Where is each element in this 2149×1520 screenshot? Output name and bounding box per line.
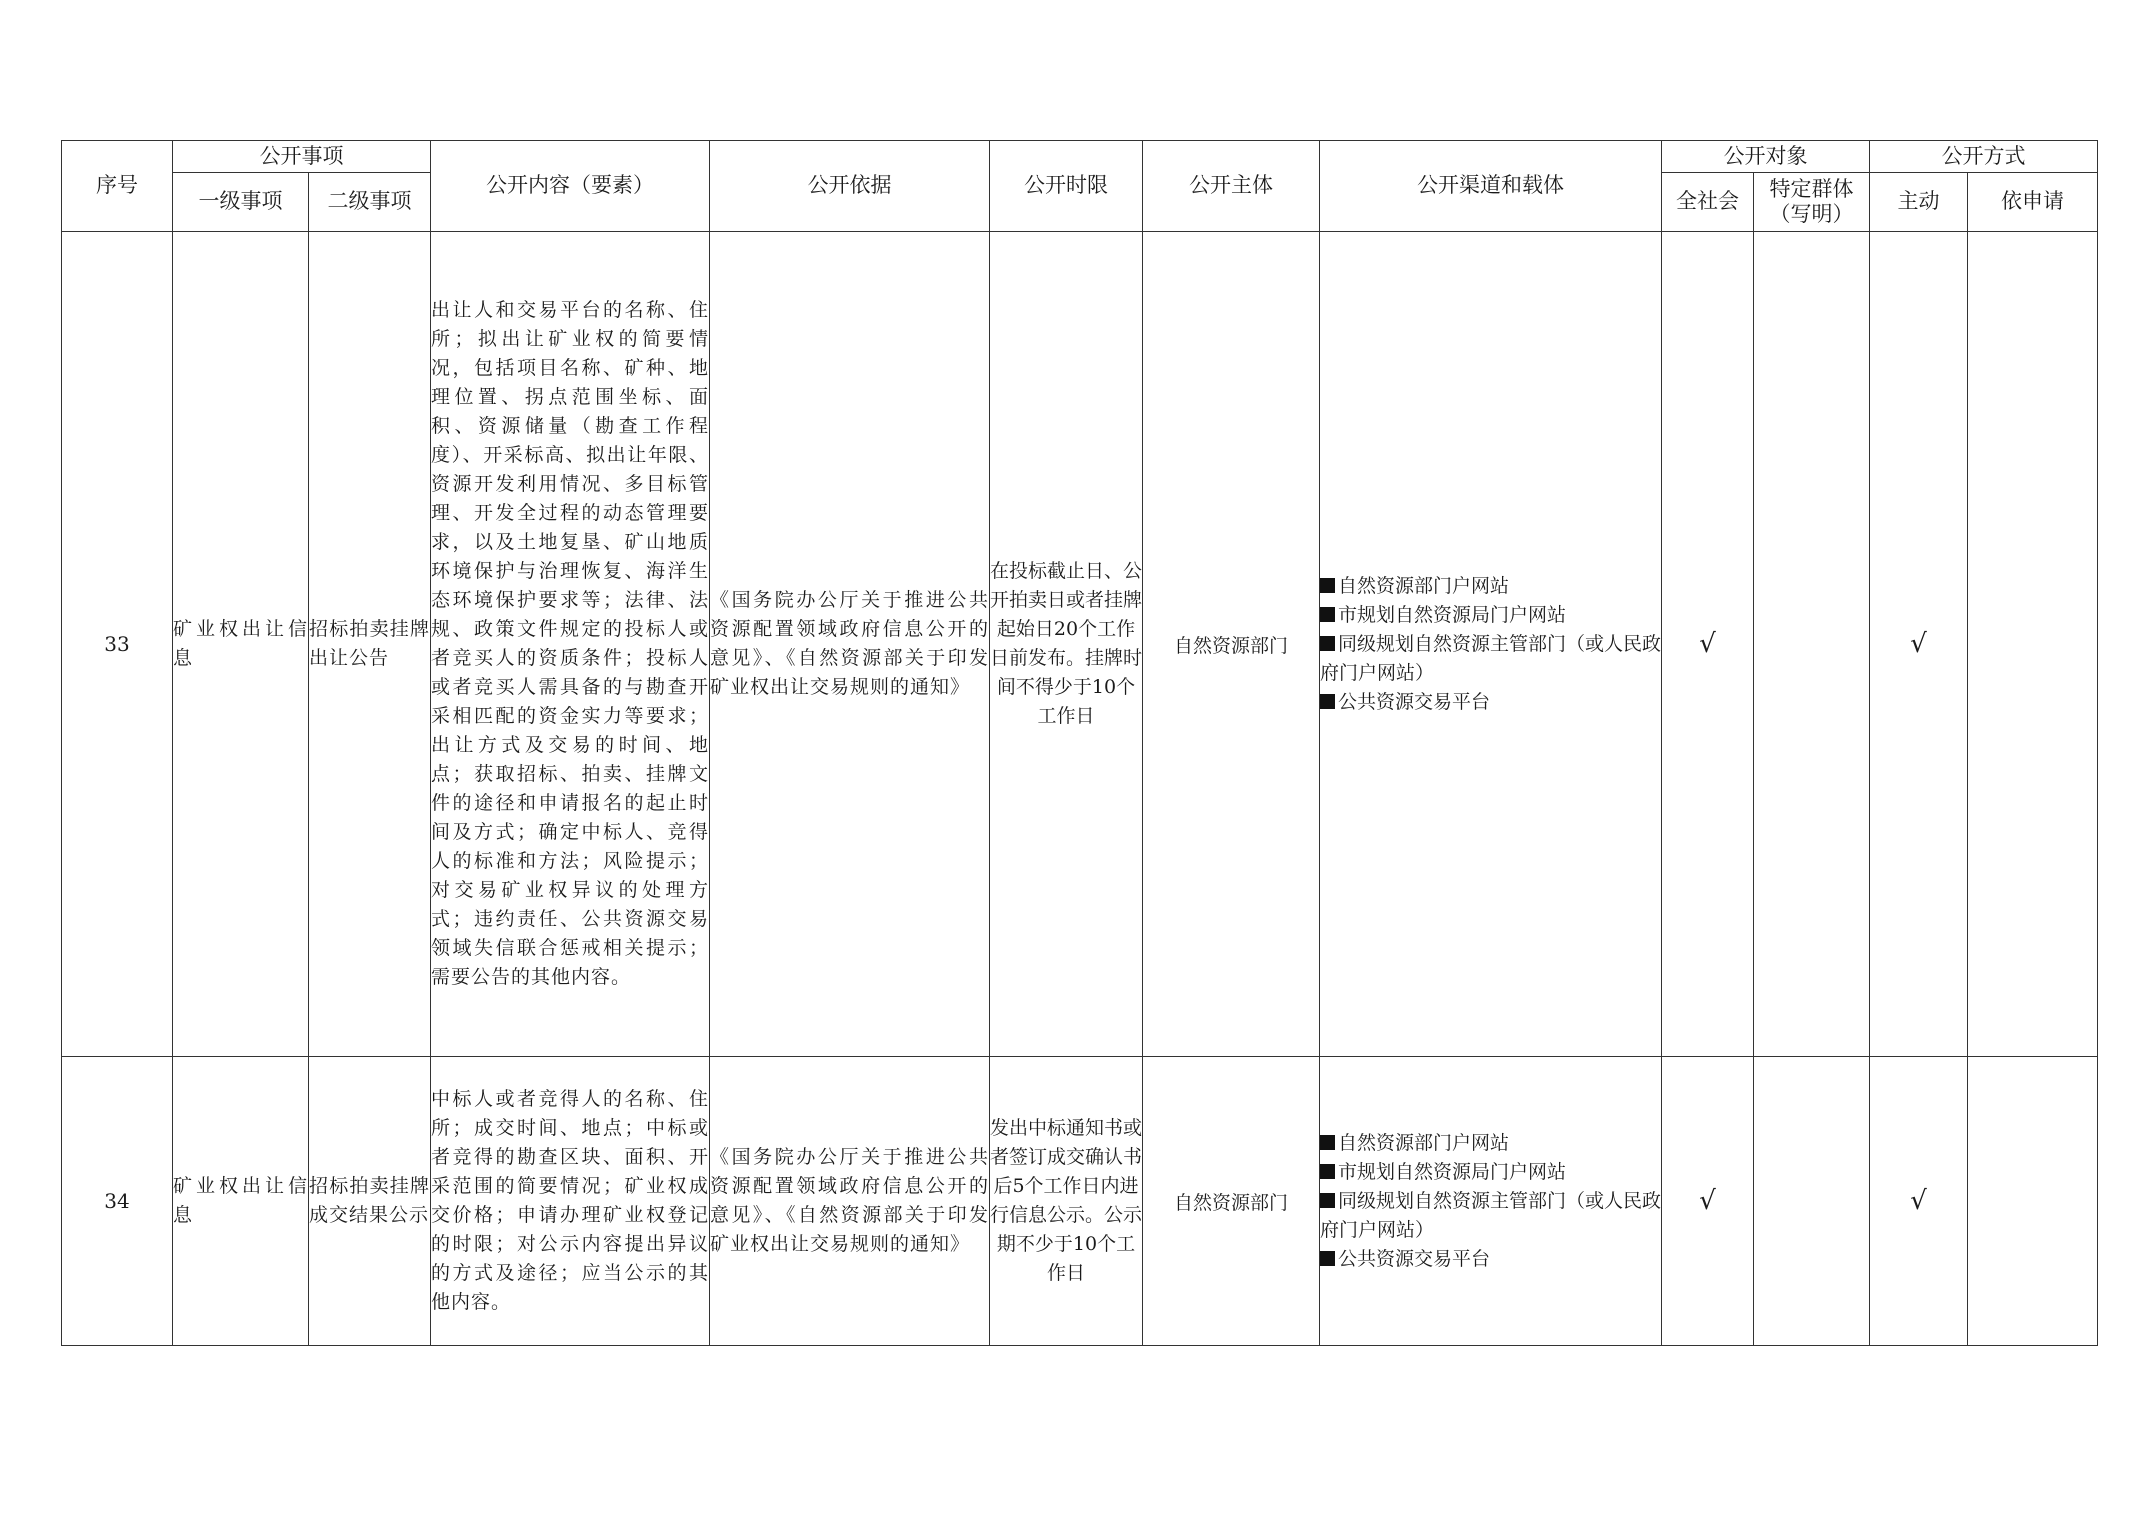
channel-label: 公共资源交易平台 [1338, 690, 1491, 713]
header-content: 公开内容（要素） [431, 141, 710, 232]
row-channels [1320, 232, 1662, 1057]
channel-item [1320, 1158, 1661, 1187]
header-target-all: 全社会 [1662, 173, 1754, 232]
header-method-group: 公开方式 [1870, 141, 2098, 173]
header-item-group: 公开事项 [173, 141, 431, 173]
square-bullet-icon [1320, 694, 1335, 709]
channel-label: 公共资源交易平台 [1338, 1247, 1491, 1270]
header-level1: 一级事项 [173, 173, 309, 232]
row-method-active: √ [1870, 1057, 1968, 1346]
row-target-specific [1754, 232, 1870, 1057]
square-bullet-icon [1320, 636, 1335, 651]
channel-label: 同级规划自然资源主管部门（或人民政府门户网站） [1320, 1189, 1662, 1241]
header-seq: 序号 [62, 141, 173, 232]
square-bullet-icon [1320, 607, 1335, 622]
square-bullet-icon [1320, 1193, 1335, 1208]
disclosure-table [61, 140, 2098, 1346]
header-basis: 公开依据 [710, 141, 990, 232]
square-bullet-icon [1320, 1164, 1335, 1179]
channel-item [1320, 688, 1661, 717]
channel-label: 同级规划自然资源主管部门（或人民政府门户网站） [1320, 632, 1662, 684]
header-target-specific-line2: （写明） [1769, 202, 1854, 226]
header-target-specific-line1: 特定群体 [1769, 176, 1854, 201]
row-target-all: √ [1662, 232, 1754, 1057]
header-method-apply: 依申请 [1968, 173, 2098, 232]
table-row [62, 232, 2098, 1057]
channel-item [1320, 601, 1661, 630]
square-bullet-icon [1320, 1251, 1335, 1266]
row-deadline: 在投标截止日、公开拍卖日或者挂牌起始日20个工作日前发布。挂牌时间不得少于10个工作日 [990, 232, 1143, 1057]
row-target-specific [1754, 1057, 1870, 1346]
row-level1: 矿业权出让信息 [173, 232, 309, 1057]
row-subject: 自然资源部门 [1143, 232, 1320, 1057]
header-row-1 [62, 141, 2098, 173]
channel-item [1320, 630, 1661, 688]
row-seq: 34 [62, 1057, 173, 1346]
header-method-active: 主动 [1870, 173, 1968, 232]
channel-label: 自然资源部门户网站 [1338, 1131, 1510, 1154]
header-level2: 二级事项 [309, 173, 431, 232]
row-basis: 《国务院办公厅关于推进公共资源配置领域政府信息公开的意见》、《自然资源部关于印发矿业权出让交易规则的通知》 [710, 1057, 990, 1346]
header-subject: 公开主体 [1143, 141, 1320, 232]
table-row [62, 1057, 2098, 1346]
row-method-active: √ [1870, 232, 1968, 1057]
channel-item [1320, 572, 1661, 601]
header-channel: 公开渠道和载体 [1320, 141, 1662, 232]
row-seq: 33 [62, 232, 173, 1057]
row-method-apply [1968, 232, 2098, 1057]
row-content: 出让人和交易平台的名称、住所；拟出让矿业权的简要情况，包括项目名称、矿种、地理位置、拐点范围坐标、面积、资源储量（勘查工作程度）、开采标高、拟出让年限、资源开发利用情况、多目标管理、开发全过程的动态管理要求，以及土地复垦、矿山地质环境保护与治理恢复、海洋生态环境保护要求等；法律、法规、政策文件规定的投标人或者竞买人的资质条件；投标人或者竞买人需具备的与勘查开采相匹配的资金实力等要求；出让方式及交易的时间、地点；获取招标、拍卖、挂牌文件的途径和申请报名的起止时间及方式；确定中标人、竞得人的标准和方法；风险提示；对交易矿业权异议的处理方式；违约责任、公共资源交易领域失信联合惩戒相关提示；需要公告的其他内容。 [431, 232, 710, 1057]
channel-label: 自然资源部门户网站 [1338, 574, 1510, 597]
header-target-specific [1754, 173, 1870, 232]
row-deadline: 发出中标通知书或者签订成交确认书后5个工作日内进行信息公示。公示期不少于10个工作日 [990, 1057, 1143, 1346]
channel-item [1320, 1187, 1661, 1245]
channel-label: 市规划自然资源局门户网站 [1338, 1160, 1567, 1183]
row-target-all: √ [1662, 1057, 1754, 1346]
row-content: 中标人或者竞得人的名称、住所；成交时间、地点；中标或者竞得的勘查区块、面积、开采范围的简要情况；矿业权成交价格；申请办理矿业权登记的时限；对公示内容提出异议的方式及途径；应当公示的其他内容。 [431, 1057, 710, 1346]
row-subject: 自然资源部门 [1143, 1057, 1320, 1346]
square-bullet-icon [1320, 1135, 1335, 1150]
row-level2: 招标拍卖挂牌出让公告 [309, 232, 431, 1057]
row-level1: 矿业权出让信息 [173, 1057, 309, 1346]
row-level2: 招标拍卖挂牌成交结果公示 [309, 1057, 431, 1346]
square-bullet-icon [1320, 578, 1335, 593]
row-method-apply [1968, 1057, 2098, 1346]
channel-label: 市规划自然资源局门户网站 [1338, 603, 1567, 626]
header-deadline: 公开时限 [990, 141, 1143, 232]
row-channels [1320, 1057, 1662, 1346]
header-target-group: 公开对象 [1662, 141, 1870, 173]
channel-item [1320, 1245, 1661, 1274]
row-basis: 《国务院办公厅关于推进公共资源配置领域政府信息公开的意见》、《自然资源部关于印发矿业权出让交易规则的通知》 [710, 232, 990, 1057]
channel-item [1320, 1129, 1661, 1158]
